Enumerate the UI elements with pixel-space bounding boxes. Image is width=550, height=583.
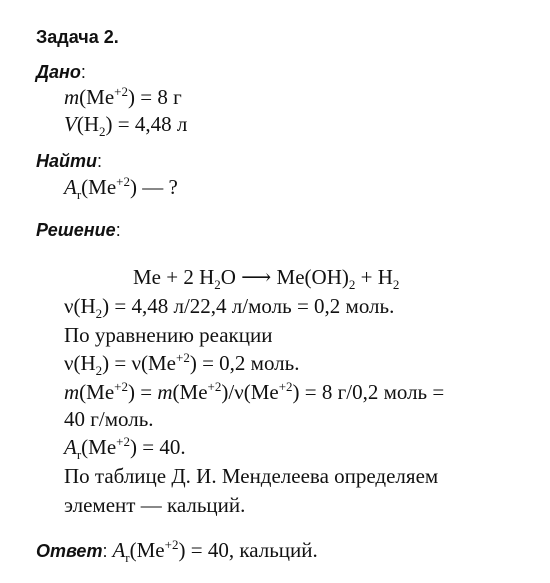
given-heading: Дано:: [36, 62, 86, 82]
solution-line-4: $m(Me^{+2}) = m(Me^{+2})/\nu(Me^{+2}) = 8$ г/0,2 моль =: [64, 379, 445, 404]
answer-label: Ответ: [36, 541, 103, 561]
given-mass-line: $m(Me^{+2}) = 8$ г: [64, 84, 182, 109]
solution-line-3: $\nu(H_2) = \nu(Me^{+2}) = 0,2$ моль.: [64, 350, 300, 378]
find-heading: Найти:: [36, 151, 103, 171]
solution-line-1: $\nu(H_2) = 4,48$ л/22,4 л/моль = 0,2 моль.: [64, 294, 395, 321]
solution-line-2: По уравнению реакции: [64, 323, 273, 347]
given-volume-line: $V(H_2) = 4,48$ л: [64, 112, 188, 139]
problem-title: Задача 2.: [36, 27, 119, 47]
given-label: Дано: [36, 62, 81, 82]
reaction-equation: Me + 2 $H_2O$ ⟶ $Me(OH)_2 + H_2$: [133, 265, 400, 292]
solution-heading: Решение:: [36, 220, 121, 240]
solution-line-8: элемент — кальций.: [64, 493, 246, 517]
answer-line: Ответ: $A_r(Me^{+2}) = 40$, кальций.: [36, 537, 318, 565]
find-label: Найти: [36, 151, 98, 171]
solution-line-7: По таблице Д. И. Менделеева определяем: [64, 464, 439, 488]
solution-label: Решение: [36, 220, 116, 240]
find-line: $A_r(Me^{+2})$ — ?: [64, 174, 178, 202]
solution-line-5: 40 г/моль.: [64, 407, 154, 431]
solution-line-6: $A_r(Me^{+2}) = 40$.: [64, 434, 186, 462]
